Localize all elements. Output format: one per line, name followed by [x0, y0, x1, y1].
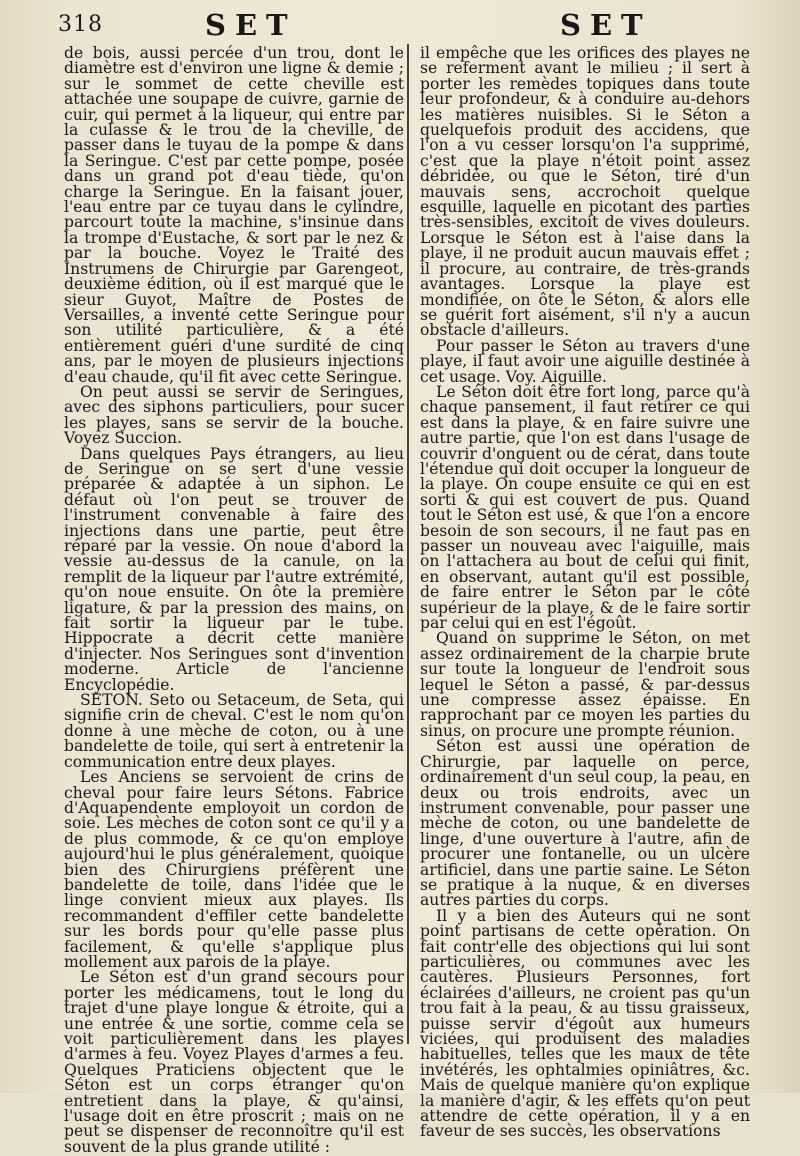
right-column [420, 46, 750, 1140]
running-head-right: SET [560, 8, 652, 42]
page-number: 318 [58, 12, 103, 37]
paragraph: Les Anciens se servoient de crins de cheval pour faire leurs Sétons. Fabrice d'Aquapendente employoit un cordon de soie. Les mèches de coton sont ce qu'il y a de plus commode, & ce qu'on employe aujourd'hui le plus généralement, quoique bien des Chirurgiens préfèrent une bandelette de toile, dans l'idée que le linge convient mieux aux playes. Ils recommandent d'effiler cette bandelette sur les bords pour qu'elle passe plus facilement, & qu'elle s'applique plus mollement aux parois de la playe. [64, 768, 404, 971]
paragraph: il empêche que les orifices des playes ne se referment avant le milieu ; il sert à porter les remèdes topiques dans toute leur profondeur, & à conduire au-dehors les matières nuisibles. Si le Séton a quelquefois produit des accidens, que l'on a vu cesser lorsqu'on l'a supprimé, c'est que la playe n'étoit point assez débridée, ou que le Séton, tiré d'un mauvais sens, accrochoit quelque esquille, laquelle en picotant des parties très-sensibles, excitoit de vives douleurs. Lorsque le Séton est à l'aise dans la playe, il ne produit aucun mauvais effet ; il procure, au contraire, de très-grands avantages. Lorsque la playe est mondifiée, on ôte le Séton, & alors elle se guérit fort aisément, s'il n'y a aucun obstacle d'ailleurs. [420, 44, 750, 340]
paragraph: Le Séton est d'un grand secours pour porter les médicamens, tout le long du trajet d'une playe longue & étroite, qui a une entrée & une sortie, comme cela se voit particulièrement dans les playes d'armes à feu. Voyez Playes d'armes a feu. Quelques Praticiens objectent que le Séton est un corps étranger qu'on entretient dans la playe, & qu'ainsi, l'usage doit en être proscrit ; mais on ne peut se dispenser de reconnoître qu'il est souvent de la plus grande utilité : [64, 968, 404, 1156]
paragraph: On peut aussi se servir de Seringues, avec des siphons particuliers, pour sucer les playes, sans se servir de la bouche. Voyez Succion. [64, 382, 404, 448]
left-column [64, 46, 404, 1155]
paragraph: Pour passer le Séton au travers d'une playe, il faut avoir une aiguille destinée à cet usage. Voy. Aiguille. [420, 336, 750, 386]
paragraph: de bois, aussi percée d'un trou, dont le diamètre est d'environ une ligne & demie ; sur le sommet de cette cheville est attachée une soupape de cuivre, garnie de cuir, qui permet à la liqueur, qui entre par la culasse & le trou de la cheville, de passer dans le tuyau de la pompe & dans la Seringue. C'est par cette pompe, posée dans un grand pot d'eau tiède, qu'on charge la Seringue. En la faisant jouer, l'eau entre par ce tuyau dans le cylindre, parcourt toute la machine, s'insinue dans la trompe d'Eustache, & sort par le nez & par la bouche. Voyez le Traité des Instrumens de Chirurgie par Garengeot, deuxième édition, où il est marqué que le sieur Guyot, Maître de Postes de Versailles, a inventé cette Seringue pour son utilité particulière, & a été entièrement guéri d'une surdité de cinq ans, par le moyen de plusieurs injections d'eau chaude, qu'il fit avec cette Seringue. [64, 44, 404, 386]
running-head-left: SET [205, 8, 297, 42]
paragraph: Quand on supprime le Séton, on met assez ordinairement de la charpie brute sur toute la longueur de l'endroit sous lequel le Séton a passé, & par-dessus une compresse assez épaisse. En rapprochant par ce moyen les parties du sinus, on procure une prompte réunion. [420, 629, 750, 740]
paragraph: Séton est aussi une opération de Chirurgie, par laquelle on perce, ordinairement d'un seul coup, la peau, en deux ou trois endroits, avec un instrument convenable, pour passer une mèche de coton, ou une bandelette de linge, d'une ouverture à l'autre, afin de procurer une fontanelle, ou un ulcère artificiel, dans une partie saine. Le Séton se pratique à la nuque, & en diverses autres parties du corps. [420, 737, 750, 910]
paragraph: Dans quelques Pays étrangers, au lieu de Seringue on se sert d'une vessie préparée & adaptée à un siphon. Le défaut où l'on peut se trouver de l'instrument convenable à faire des injections dans une partie, peut être réparé par la vessie. On noue d'abord la vessie au-dessus de la canule, on la remplit de la liqueur par l'autre extrémité, qu'on noue ensuite. On ôte la première ligature, & par la pression des mains, on fait sortir la liqueur par le tube. Hippocrate a décrit cette manière d'injecter. Nos Seringues sont d'invention moderne. Article de l'ancienne Encyclopédie. [64, 444, 404, 694]
paragraph: Le Séton doit être fort long, parce qu'à chaque pansement, il faut retirer ce qui est dans la playe, & en faire suivre une autre partie, que l'on est dans l'usage de couvrir d'onguent ou de cérat, dans toute l'étendue qui doit occuper la longueur de la playe. On coupe ensuite ce qui en est sorti & qui est couvert de pus. Quand tout le Séton est usé, & que l'on a encore besoin de son secours, il ne faut pas en passer un nouveau avec l'aiguille, mais on l'attachera au bout de celui qui finit, en observant, autant qu'il est possible, de faire entrer le Séton par le côté supérieur de la playe, & de le faire sortir par celui qui en est l'égoût. [420, 382, 750, 633]
column-divider [407, 44, 409, 1044]
paragraph: Il y a bien des Auteurs qui ne sont point partisans de cette opération. On fait contr'elle des objections qui lui sont particulières, ou communes avec les cautères. Plusieurs Personnes, fort éclairées d'ailleurs, ne croient pas qu'un trou fait à la peau, & au tissu graisseux, puisse servir d'égoût aux humeurs viciées, qui produisent des maladies habituelles, telles que les maux de tête invétérés, les ophtalmies opiniâtres, &c. Mais de quelque manière qu'on explique la manière d'agir, & les effets qu'on peut attendre de cette opération, il y a en faveur de ses succès, les observations [420, 906, 750, 1141]
paragraph: SETON. Seto ou Setaceum, de Seta, qui signifie crin de cheval. C'est le nom qu'on donne à une mèche de coton, ou à une bandelette de toile, qui sert à entretenir la communication entre deux playes. [64, 691, 404, 771]
page-header [0, 8, 800, 44]
